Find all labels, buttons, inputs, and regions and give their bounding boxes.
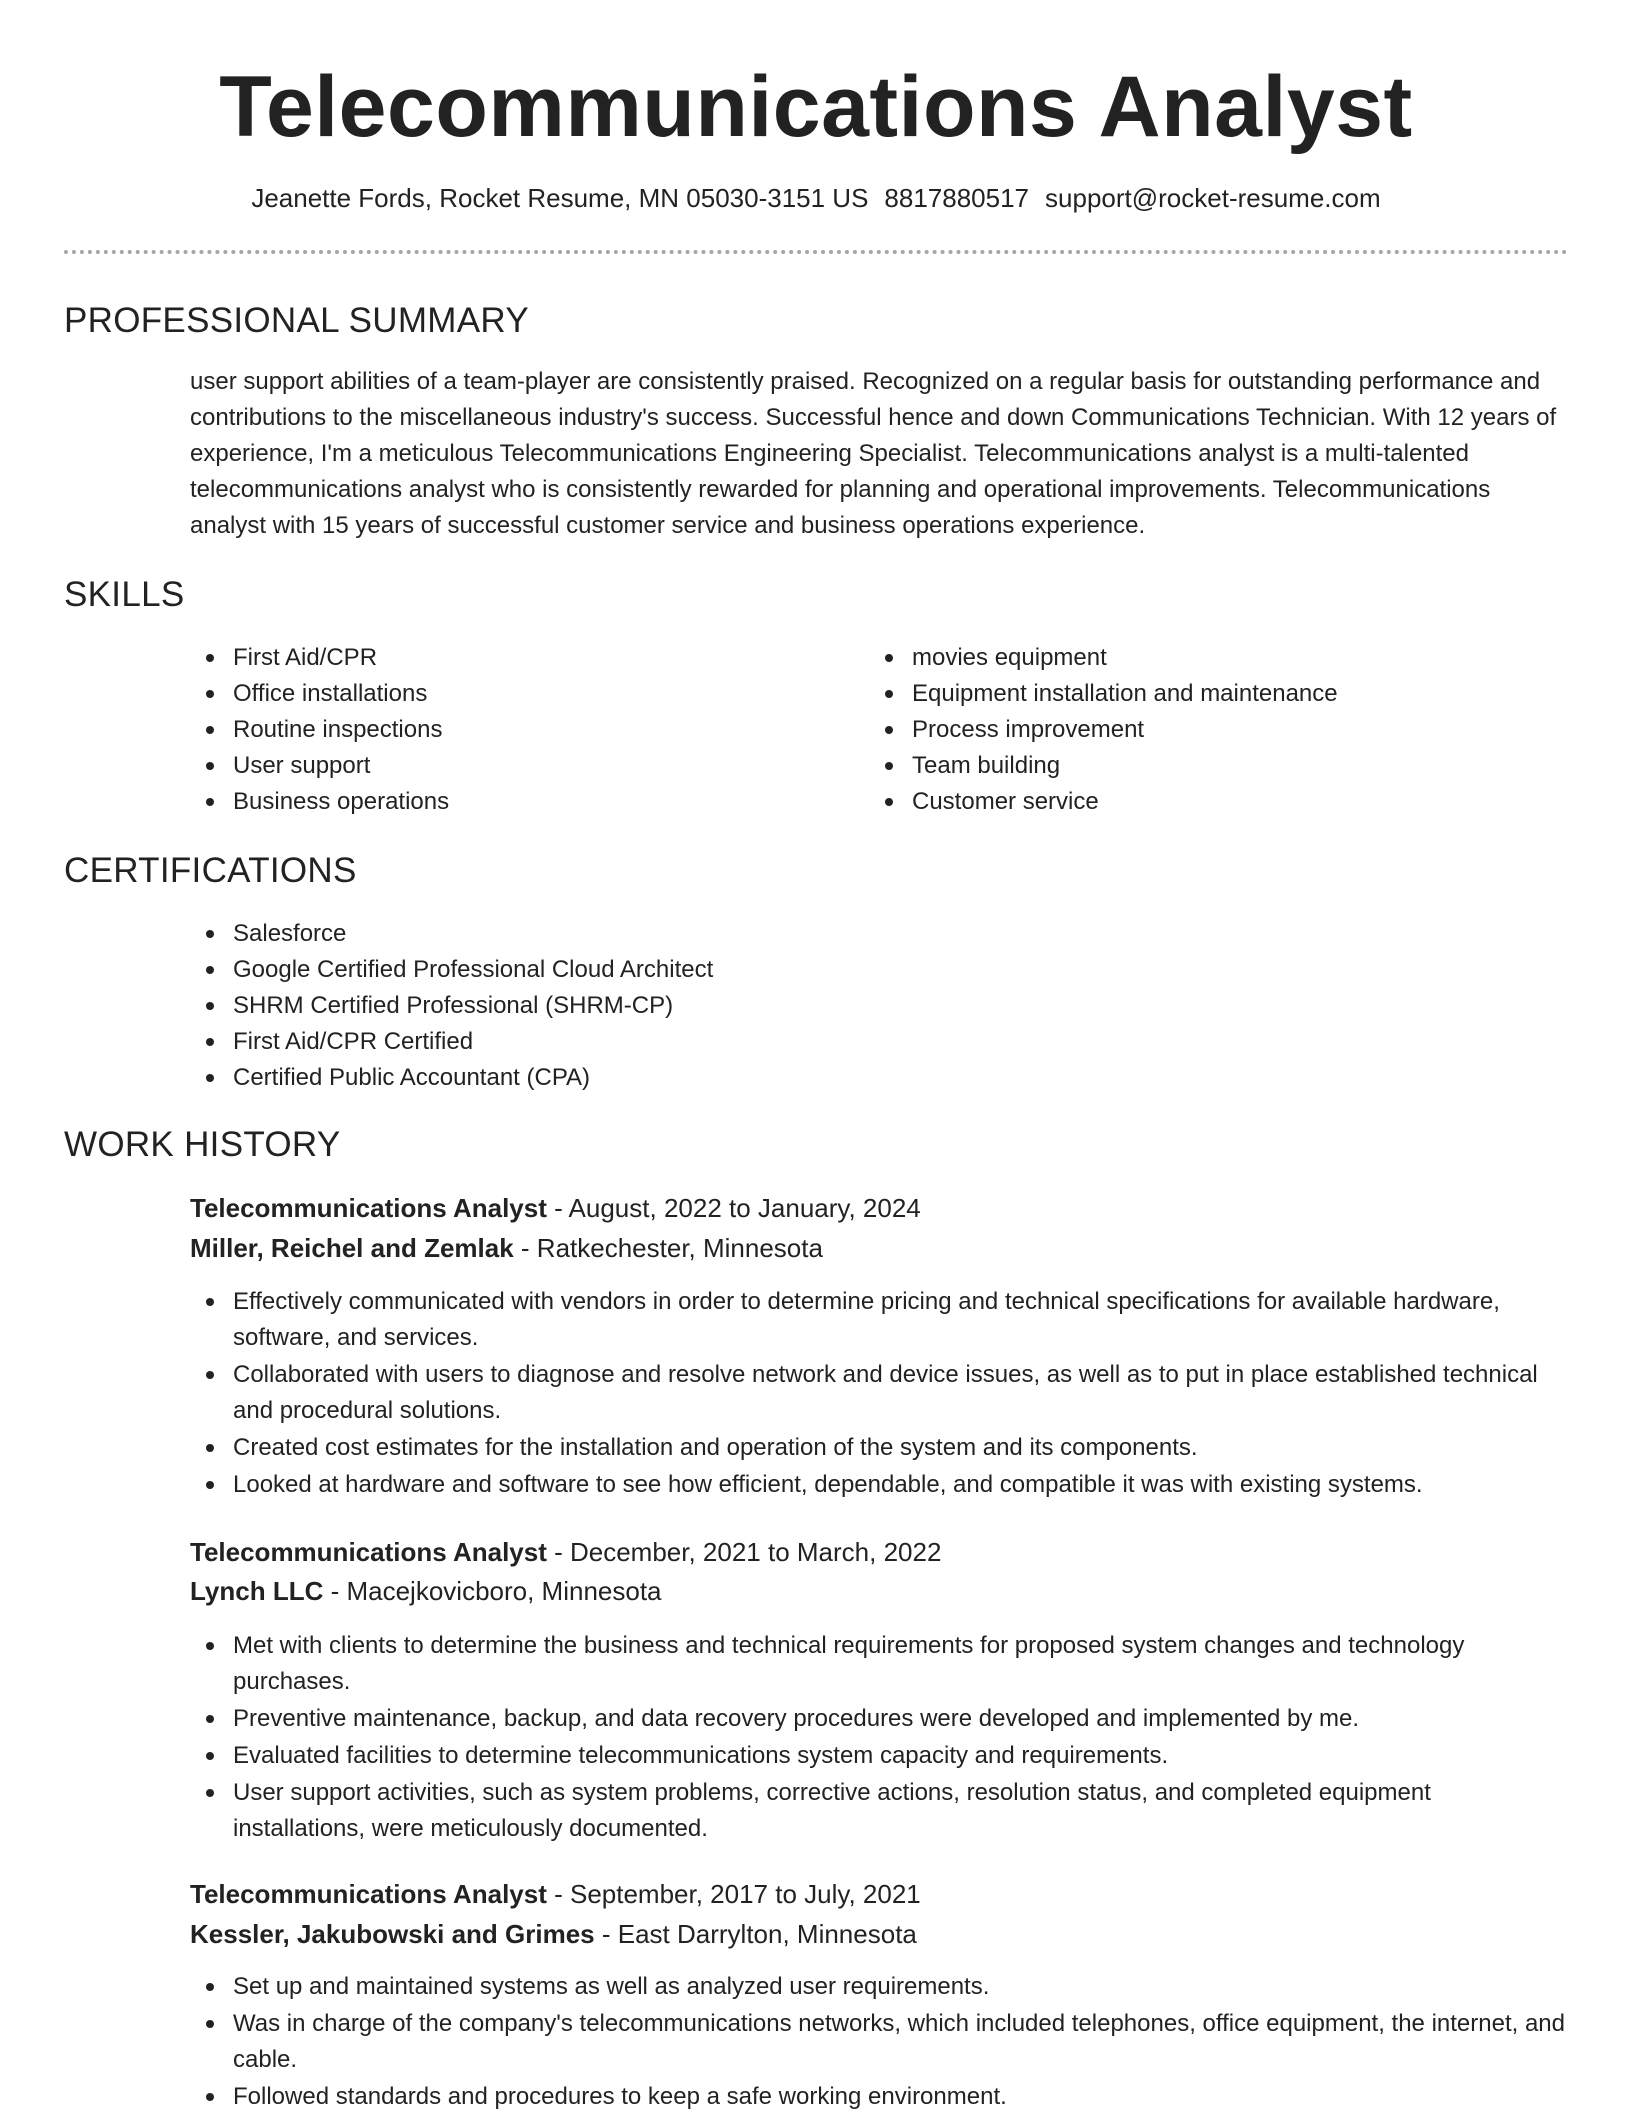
certifications-list bbox=[190, 916, 1568, 1096]
job-dates: - August, 2022 to January, 2024 bbox=[546, 1193, 921, 1223]
job-bullet: User support activities, such as system problems, corrective actions, resolution status, and completed equipment installations, were meticulously documented. bbox=[190, 1775, 1568, 1847]
contact-email: support@rocket-resume.com bbox=[1045, 183, 1381, 213]
summary-heading: PROFESSIONAL SUMMARY bbox=[64, 301, 529, 340]
job-bullet: Collaborated with users to diagnose and resolve network and device issues, as well as to put in place established technical and procedural solutions. bbox=[190, 1357, 1568, 1429]
job-bullet: Was in charge of the company's telecommunications networks, which included telephones, office equipment, the internet, and cable. bbox=[190, 2006, 1568, 2078]
job-bullet: Followed standards and procedures to keep a safe working environment. bbox=[190, 2079, 1568, 2115]
job-bullet: Effectively communicated with vendors in order to determine pricing and technical specifications for available hardware, software, and services. bbox=[190, 1284, 1568, 1356]
certification-item: Salesforce bbox=[190, 916, 1568, 952]
work-history-heading: WORK HISTORY bbox=[64, 1125, 341, 1164]
skill-item: movies equipment bbox=[869, 640, 1569, 676]
job-company: Miller, Reichel and Zemlak bbox=[190, 1233, 514, 1263]
job-bullet: Set up and maintained systems as well as analyzed user requirements. bbox=[190, 1969, 1568, 2005]
certification-item: First Aid/CPR Certified bbox=[190, 1024, 1568, 1060]
skill-item: Team building bbox=[869, 748, 1569, 784]
skill-item: Office installations bbox=[190, 676, 810, 712]
job-bullets bbox=[190, 1284, 1568, 1504]
job-title-line bbox=[190, 1534, 941, 1570]
skill-item: Routine inspections bbox=[190, 712, 810, 748]
job-role: Telecommunications Analyst bbox=[190, 1537, 547, 1567]
job-dates: - September, 2017 to July, 2021 bbox=[546, 1879, 921, 1909]
job-role: Telecommunications Analyst bbox=[190, 1193, 547, 1223]
header-divider bbox=[64, 250, 1568, 254]
job-bullet: Created cost estimates for the installation and operation of the system and its components. bbox=[190, 1430, 1568, 1466]
job-title-line bbox=[190, 1876, 921, 1912]
resume-title: Telecommunications Analyst bbox=[219, 59, 1413, 155]
contact-line bbox=[0, 180, 1632, 216]
certification-item: Google Certified Professional Cloud Architect bbox=[190, 952, 1568, 988]
skills-heading: SKILLS bbox=[64, 575, 185, 614]
job-bullets bbox=[190, 1969, 1568, 2116]
job-company-line bbox=[190, 1573, 662, 1609]
job-dates: - December, 2021 to March, 2022 bbox=[546, 1537, 942, 1567]
certifications-heading: CERTIFICATIONS bbox=[64, 851, 357, 890]
skill-item: Customer service bbox=[869, 784, 1569, 820]
skill-item: Business operations bbox=[190, 784, 810, 820]
job-bullets bbox=[190, 1628, 1568, 1848]
skill-item: First Aid/CPR bbox=[190, 640, 810, 676]
job-title-line bbox=[190, 1190, 921, 1226]
job-location: - Ratkechester, Minnesota bbox=[513, 1233, 823, 1263]
skills-list-right bbox=[869, 640, 1569, 820]
job-bullet: Met with clients to determine the business and technical requirements for proposed system changes and technology purchases. bbox=[190, 1628, 1568, 1700]
job-location: - East Darrylton, Minnesota bbox=[594, 1919, 917, 1949]
job-location: - Macejkovicboro, Minnesota bbox=[323, 1576, 662, 1606]
job-company: Lynch LLC bbox=[190, 1576, 324, 1606]
job-bullet: Looked at hardware and software to see how efficient, dependable, and compatible it was with existing systems. bbox=[190, 1467, 1568, 1503]
summary-text: user support abilities of a team-player are consistently praised. Recognized on a regular basis for outstanding performance and contributions to the miscellaneous industry's success. Successful hence and down Communications Technician. With 12 years of experience, I'm a meticulous Telecommunications Engineering Specialist. Telecommunications analyst is a multi-talented telecommunications analyst who is consistently rewarded for planning and operational improvements. Telecommunications analyst with 15 years of successful customer service and business operations experience. bbox=[190, 368, 1557, 539]
job-bullet: Evaluated facilities to determine telecommunications system capacity and requirements. bbox=[190, 1738, 1568, 1774]
job-company-line bbox=[190, 1916, 917, 1952]
contact-address: Jeanette Fords, Rocket Resume, MN 05030-3151 US bbox=[251, 183, 869, 213]
certification-item: SHRM Certified Professional (SHRM-CP) bbox=[190, 988, 1568, 1024]
job-bullet: Preventive maintenance, backup, and data recovery procedures were developed and implemented by me. bbox=[190, 1701, 1568, 1737]
skill-item: User support bbox=[190, 748, 810, 784]
certification-item: Certified Public Accountant (CPA) bbox=[190, 1060, 1568, 1096]
skill-item: Equipment installation and maintenance bbox=[869, 676, 1569, 712]
job-company-line bbox=[190, 1230, 823, 1266]
job-company: Kessler, Jakubowski and Grimes bbox=[190, 1919, 595, 1949]
skill-item: Process improvement bbox=[869, 712, 1569, 748]
job-role: Telecommunications Analyst bbox=[190, 1879, 547, 1909]
contact-phone: 8817880517 bbox=[884, 183, 1030, 213]
skills-list-left bbox=[190, 640, 810, 820]
